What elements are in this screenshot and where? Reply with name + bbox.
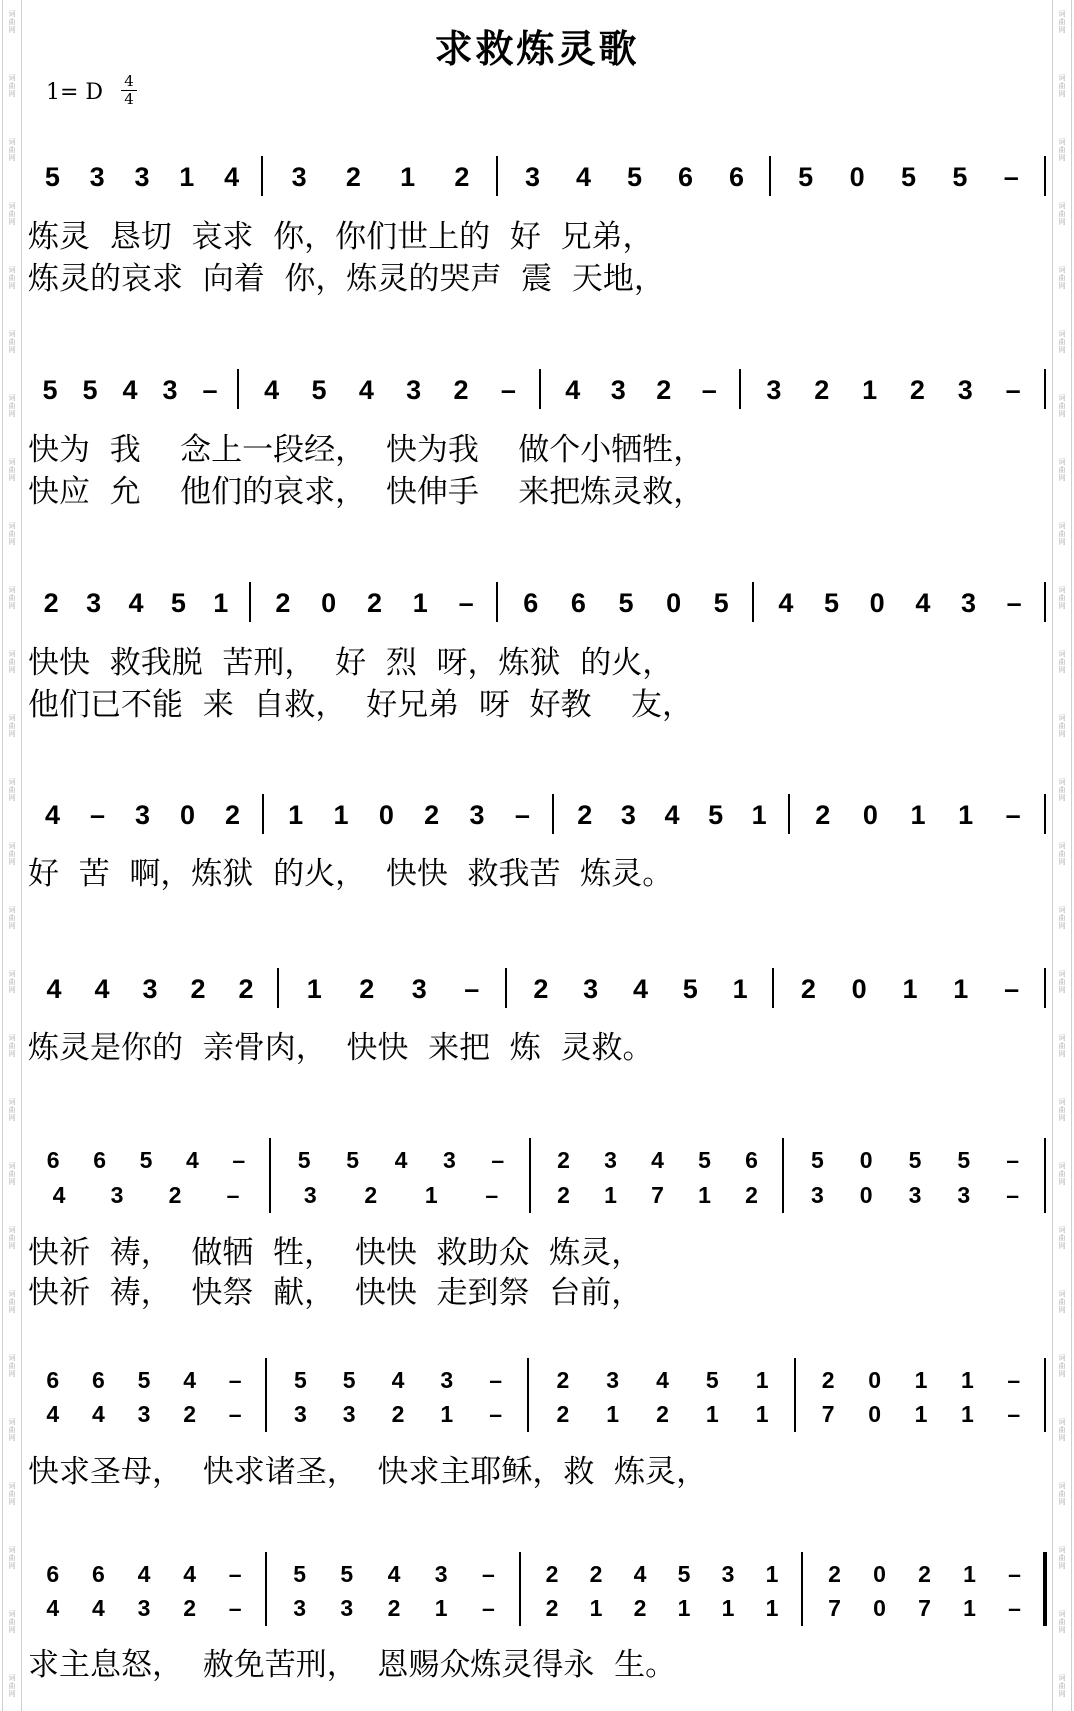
note-digit: 1	[400, 162, 416, 192]
note-digit: 2	[656, 375, 672, 405]
lyric-line: 他们已不能 来 自救， 好兄弟 呀 好教 友，	[28, 687, 693, 723]
note-digit: 4	[915, 588, 931, 618]
note-digit: 5	[705, 1367, 719, 1393]
dash-mark: –	[491, 1147, 505, 1173]
note-digit: 4	[575, 162, 592, 192]
watermark-text: 词 曲 网	[1058, 778, 1066, 802]
note-digit: 0	[859, 1147, 873, 1173]
note-digit: 3	[303, 1182, 317, 1208]
note-digit: 5	[42, 375, 58, 405]
watermark-text: 词 曲 网	[1058, 714, 1066, 738]
note-digit: 3	[89, 162, 105, 192]
note-digit: 2	[815, 800, 831, 830]
note-digit: 1	[721, 1595, 735, 1621]
watermark-text: 词 曲 网	[1058, 1674, 1066, 1698]
note-digit: 0	[873, 1561, 886, 1587]
lyric-line: 求主息怒， 赦免苦刑， 恩赐众炼灵得永 生。	[28, 1647, 677, 1683]
dash-mark: –	[489, 1401, 502, 1427]
note-digit: 1	[705, 1401, 719, 1427]
note-digit: 5	[346, 1147, 359, 1173]
note-digit: 2	[190, 974, 206, 1004]
watermark-text: 词 曲 网	[8, 1290, 16, 1314]
note-digit: 5	[798, 162, 814, 192]
lyric-line: 快求圣母， 快求诸圣， 快求主耶稣，救 炼灵，	[28, 1454, 708, 1490]
note-digit: 5	[342, 1367, 356, 1393]
note-digit: 0	[321, 588, 337, 618]
note-digit: 0	[378, 800, 394, 830]
note-digit: 5	[297, 1147, 311, 1173]
note-digit: 3	[340, 1595, 354, 1621]
note-digit: 4	[387, 1561, 401, 1587]
note-digit: 2	[577, 800, 593, 830]
watermark-text: 词 曲 网	[8, 1418, 16, 1442]
note-digit: 3	[610, 375, 626, 405]
lyric-line: 炼灵是你的 亲骨肉， 快快 来把 炼 灵救。	[28, 1030, 654, 1066]
lyric-line: 快快 救我脱 苦刑， 好 烈 呀，炼狱 的火，	[28, 645, 674, 681]
watermark-text: 词 曲 网	[8, 1354, 16, 1378]
dash-mark: –	[1007, 1401, 1021, 1427]
lyric-line: 快为 我 念上一段经， 快为我 做个小牺牲，	[28, 432, 705, 468]
note-digit: 1	[963, 1561, 976, 1587]
note-digit: 6	[745, 1147, 758, 1173]
note-digit: 2	[589, 1561, 603, 1587]
note-digit: 2	[275, 588, 291, 618]
watermark-text: 词 曲 网	[1058, 1226, 1066, 1250]
note-digit: 0	[179, 800, 196, 830]
note-digit: 5	[708, 800, 724, 830]
note-digit: 3	[137, 1595, 151, 1621]
watermark-text: 词 曲 网	[8, 970, 16, 994]
note-digit: 4	[46, 1595, 60, 1621]
watermark-text: 词 曲 网	[8, 778, 16, 802]
note-digit: 5	[44, 162, 60, 192]
note-digit: 4	[632, 974, 649, 1004]
watermark-text: 词 曲 网	[1058, 906, 1066, 930]
watermark-text: 词 曲 网	[1058, 970, 1066, 994]
note-digit: 1	[434, 1595, 448, 1621]
watermark-text: 词 曲 网	[1058, 74, 1066, 98]
note-digit: 4	[565, 375, 581, 405]
watermark-text: 词 曲 网	[1058, 394, 1066, 418]
dash-mark: –	[485, 1182, 499, 1208]
dash-mark: –	[482, 1595, 495, 1621]
note-digit: 4	[44, 800, 61, 830]
note-digit: 4	[656, 1367, 669, 1393]
note-digit: 2	[366, 588, 383, 618]
note-digit: 4	[264, 375, 280, 405]
note-digit: 4	[664, 800, 680, 830]
note-digit: 1	[288, 800, 304, 830]
watermark-text: 词 曲 网	[8, 458, 16, 482]
note-digit: 4	[122, 375, 138, 405]
watermark-text: 词 曲 网	[8, 522, 16, 546]
note-digit: 1	[963, 1595, 976, 1621]
note-digit: 4	[183, 1561, 196, 1587]
lyric-line: 好 苦 啊，炼狱 的火， 快快 救我苦 炼灵。	[28, 856, 674, 892]
watermark-text: 词 曲 网	[1058, 586, 1066, 610]
note-digit: 6	[92, 1561, 105, 1587]
time-top: 4	[124, 72, 134, 90]
note-digit: 1	[914, 1401, 928, 1427]
dash-mark: –	[1008, 1595, 1021, 1621]
watermark-text: 词 曲 网	[1058, 1610, 1066, 1634]
note-digit: 5	[618, 588, 634, 618]
dash-mark: –	[1003, 162, 1019, 192]
note-digit: 1	[732, 974, 748, 1004]
note-digit: 2	[238, 974, 254, 1004]
dash-mark: –	[1005, 375, 1021, 405]
note-digit: 4	[137, 1561, 151, 1587]
note-digit: 5	[698, 1147, 711, 1173]
watermark-text: 词 曲 网	[1058, 1098, 1066, 1122]
note-digit: 1	[424, 1182, 438, 1208]
watermark-text: 词 曲 网	[8, 906, 16, 930]
dash-mark: –	[500, 375, 516, 405]
note-digit: 2	[424, 800, 440, 830]
dash-mark: –	[226, 1182, 240, 1208]
note-digit: 3	[142, 974, 158, 1004]
note-digit: 6	[523, 588, 539, 618]
note-digit: 2	[359, 974, 375, 1004]
note-digit: 1	[440, 1401, 454, 1427]
note-digit: 2	[909, 375, 925, 405]
note-digit: 1	[604, 1182, 617, 1208]
note-digit: 3	[411, 974, 427, 1004]
note-digit: 3	[908, 1182, 922, 1208]
note-digit: 2	[183, 1595, 196, 1621]
note-digit: 1	[953, 974, 969, 1004]
watermark-text: 词 曲 网	[8, 714, 16, 738]
note-digit: 3	[443, 1147, 456, 1173]
note-digit: 5	[823, 588, 840, 618]
time-bottom: 4	[124, 90, 134, 108]
note-digit: 4	[394, 1147, 408, 1173]
watermark-text: 词 曲 网	[8, 1098, 16, 1122]
note-digit: 1	[306, 974, 322, 1004]
note-digit: 3	[620, 800, 636, 830]
note-digit: 2	[556, 1401, 570, 1427]
note-digit: 4	[183, 1367, 196, 1393]
note-digit: 0	[868, 1401, 881, 1427]
note-digit: 3	[291, 162, 307, 192]
note-digit: 6	[46, 1367, 60, 1393]
note-digit: 1	[751, 800, 767, 830]
watermark-text: 词 曲 网	[8, 586, 16, 610]
watermark-text: 词 曲 网	[8, 650, 16, 674]
dash-mark: –	[514, 800, 530, 830]
note-digit: 3	[606, 1367, 620, 1393]
note-digit: 3	[957, 1182, 971, 1208]
dash-mark: –	[458, 588, 474, 618]
lyric-line: 炼灵 恳切 哀求 你，你们世上的 好 兄弟，	[28, 219, 654, 255]
dash-mark: –	[1005, 800, 1021, 830]
note-digit: 6	[46, 1561, 60, 1587]
note-digit: 5	[170, 588, 186, 618]
dash-mark: –	[202, 375, 218, 405]
note-digit: 2	[453, 375, 469, 405]
watermark-text: 词 曲 网	[1058, 202, 1066, 226]
note-digit: 3	[293, 1595, 306, 1621]
note-digit: 4	[633, 1561, 647, 1587]
note-digit: 2	[387, 1595, 401, 1621]
note-digit: 1	[755, 1367, 769, 1393]
key-label: 1= D	[46, 80, 104, 105]
watermark-text: 词 曲 网	[8, 1546, 16, 1570]
note-digit: 4	[186, 1147, 199, 1173]
note-digit: 3	[162, 375, 178, 405]
note-digit: 2	[224, 800, 241, 830]
note-digit: 2	[364, 1182, 378, 1208]
note-digit: 2	[633, 1595, 647, 1621]
note-digit: 1	[179, 162, 195, 192]
watermark-text: 词 曲 网	[1058, 1034, 1066, 1058]
dash-mark: –	[1006, 588, 1022, 618]
note-digit: 1	[765, 1561, 779, 1587]
note-digit: 4	[52, 1182, 66, 1208]
note-digit: 5	[137, 1367, 151, 1393]
note-digit: 2	[828, 1561, 841, 1587]
note-digit: 1	[958, 800, 974, 830]
lyric-line: 快祈 祷， 快祭 献， 快快 走到祭 台前，	[28, 1275, 643, 1311]
note-digit: 3	[721, 1561, 735, 1587]
note-digit: 5	[139, 1147, 153, 1173]
watermark-text: 词 曲 网	[8, 394, 16, 418]
watermark-text: 词 曲 网	[8, 138, 16, 162]
note-digit: 5	[957, 1147, 971, 1173]
note-digit: 7	[651, 1182, 664, 1208]
note-digit: 3	[811, 1182, 824, 1208]
watermark-text: 词 曲 网	[1058, 1546, 1066, 1570]
note-digit: 3	[440, 1367, 454, 1393]
watermark-text: 词 曲 网	[1058, 1482, 1066, 1506]
note-digit: 5	[293, 1561, 306, 1587]
note-digit: 1	[333, 800, 349, 830]
watermark-text: 词 曲 网	[8, 1610, 16, 1634]
note-digit: 4	[224, 162, 240, 192]
note-digit: 5	[900, 162, 917, 192]
note-digit: 1	[902, 974, 918, 1004]
watermark-text: 词 曲 网	[1058, 650, 1066, 674]
watermark-text: 词 曲 网	[1058, 842, 1066, 866]
dash-mark: –	[1008, 1561, 1021, 1587]
note-digit: 0	[862, 800, 878, 830]
dash-mark: –	[232, 1147, 246, 1173]
dash-mark: –	[1006, 1182, 1019, 1208]
note-digit: 3	[766, 375, 782, 405]
dash-mark: –	[1006, 1147, 1019, 1173]
note-digit: 6	[728, 162, 745, 192]
note-digit: 5	[713, 588, 729, 618]
note-digit: 3	[294, 1401, 307, 1427]
watermark-text: 词 曲 网	[8, 1162, 16, 1186]
note-digit: 5	[682, 974, 698, 1004]
dash-mark: –	[228, 1595, 242, 1621]
note-digit: 3	[434, 1561, 448, 1587]
note-digit: 0	[868, 1367, 881, 1393]
note-digit: 2	[168, 1182, 182, 1208]
dash-mark: –	[228, 1367, 242, 1393]
note-digit: 4	[128, 588, 144, 618]
dash-mark: –	[701, 375, 717, 405]
note-digit: 4	[46, 1401, 60, 1427]
note-digit: 0	[849, 162, 865, 192]
note-digit: 4	[778, 588, 794, 618]
note-digit: 3	[583, 974, 599, 1004]
note-digit: 4	[391, 1367, 405, 1393]
dash-mark: –	[228, 1561, 242, 1587]
note-digit: 2	[557, 1147, 570, 1173]
lyric-line: 快应 允 他们的哀求， 快伸手 来把炼灵救，	[28, 474, 705, 510]
note-digit: 3	[524, 162, 541, 192]
note-digit: 2	[454, 162, 470, 192]
watermark-text: 词 曲 网	[8, 10, 16, 34]
watermark-text: 词 曲 网	[1058, 10, 1066, 34]
note-digit: 4	[358, 375, 374, 405]
note-digit: 1	[412, 588, 428, 618]
note-digit: 0	[873, 1595, 886, 1621]
note-digit: 1	[698, 1182, 711, 1208]
watermark-text: 词 曲 网	[1058, 1354, 1066, 1378]
note-digit: 5	[677, 1561, 691, 1587]
note-digit: 6	[570, 588, 586, 618]
note-digit: 6	[92, 1367, 105, 1393]
note-digit: 3	[342, 1401, 356, 1427]
note-digit: 7	[821, 1401, 835, 1427]
note-digit: 2	[745, 1182, 758, 1208]
note-digit: 2	[656, 1401, 669, 1427]
note-digit: 2	[345, 162, 361, 192]
note-digit: 1	[914, 1367, 928, 1393]
note-digit: 5	[340, 1561, 354, 1587]
watermark-text: 词 曲 网	[8, 1034, 16, 1058]
note-digit: 4	[92, 1401, 105, 1427]
note-digit: 3	[960, 588, 977, 618]
dash-mark: –	[482, 1561, 495, 1587]
note-digit: 1	[910, 800, 926, 830]
note-digit: 3	[137, 1401, 151, 1427]
watermark-text: 词 曲 网	[1058, 1290, 1066, 1314]
note-digit: 6	[93, 1147, 106, 1173]
note-digit: 5	[626, 162, 643, 192]
note-digit: 3	[86, 588, 102, 618]
note-digit: 2	[556, 1367, 570, 1393]
watermark-text: 词 曲 网	[1058, 266, 1066, 290]
note-digit: 1	[961, 1367, 974, 1393]
note-digit: 2	[183, 1401, 196, 1427]
note-digit: 5	[82, 375, 98, 405]
note-digit: 2	[557, 1182, 570, 1208]
dash-mark: –	[464, 974, 480, 1004]
watermark-text: 词 曲 网	[8, 842, 16, 866]
watermark-text: 词 曲 网	[8, 1674, 16, 1698]
note-digit: 4	[92, 1595, 105, 1621]
watermark-text: 词 曲 网	[8, 202, 16, 226]
note-digit: 3	[406, 375, 422, 405]
note-digit: 5	[952, 162, 968, 192]
note-digit: 1	[755, 1401, 769, 1427]
dash-mark: –	[228, 1401, 242, 1427]
lyric-line: 炼灵的哀求 向着 你，炼灵的哭声 震 天地，	[28, 261, 665, 297]
watermark-text: 词 曲 网	[8, 266, 16, 290]
song-title: 求救炼灵歌	[434, 27, 640, 71]
note-digit: 1	[213, 588, 229, 618]
watermark-text: 词 曲 网	[1058, 138, 1066, 162]
note-digit: 2	[800, 974, 816, 1004]
dash-mark: –	[489, 1367, 502, 1393]
note-digit: 5	[311, 375, 327, 405]
watermark-text: 词 曲 网	[8, 330, 16, 354]
note-digit: 5	[811, 1147, 824, 1173]
watermark-text: 词 曲 网	[8, 74, 16, 98]
note-digit: 7	[918, 1595, 931, 1621]
watermark-text: 词 曲 网	[1058, 522, 1066, 546]
note-digit: 7	[828, 1595, 841, 1621]
note-digit: 3	[110, 1182, 124, 1208]
note-digit: 2	[821, 1367, 835, 1393]
note-digit: 4	[94, 974, 110, 1004]
note-digit: 0	[666, 588, 682, 618]
note-digit: 3	[469, 800, 485, 830]
note-digit: 5	[908, 1147, 922, 1173]
note-digit: 4	[46, 974, 62, 1004]
note-digit: 5	[294, 1367, 307, 1393]
lyric-line: 快祈 祷， 做牺 牲， 快快 救助众 炼灵，	[28, 1235, 643, 1271]
note-digit: 2	[918, 1561, 931, 1587]
note-digit: 1	[677, 1595, 691, 1621]
note-digit: 3	[134, 800, 151, 830]
dash-mark: –	[1004, 974, 1020, 1004]
note-digit: 2	[533, 974, 549, 1004]
dash-mark: –	[89, 800, 106, 830]
watermark-text: 词 曲 网	[8, 1226, 16, 1250]
note-digit: 0	[859, 1182, 873, 1208]
note-digit: 2	[814, 375, 830, 405]
note-digit: 6	[677, 162, 694, 192]
note-digit: 0	[851, 974, 867, 1004]
note-digit: 2	[545, 1595, 559, 1621]
note-digit: 3	[134, 162, 150, 192]
note-digit: 6	[46, 1147, 60, 1173]
dash-mark: –	[1007, 1367, 1021, 1393]
note-digit: 3	[957, 375, 973, 405]
note-digit: 4	[651, 1147, 664, 1173]
note-digit: 2	[391, 1401, 405, 1427]
note-digit: 1	[961, 1401, 974, 1427]
watermark-text: 词 曲 网	[1058, 1162, 1066, 1186]
note-digit: 1	[765, 1595, 779, 1621]
note-digit: 2	[545, 1561, 559, 1587]
watermark-text: 词 曲 网	[1058, 458, 1066, 482]
note-digit: 1	[862, 375, 878, 405]
watermark-text: 词 曲 网	[1058, 330, 1066, 354]
note-digit: 1	[606, 1401, 620, 1427]
note-digit: 0	[869, 588, 885, 618]
watermark-text: 词 曲 网	[8, 1482, 16, 1506]
note-digit: 1	[589, 1595, 603, 1621]
note-digit: 2	[43, 588, 59, 618]
note-digit: 3	[604, 1147, 617, 1173]
watermark-text: 词 曲 网	[1058, 1418, 1066, 1442]
